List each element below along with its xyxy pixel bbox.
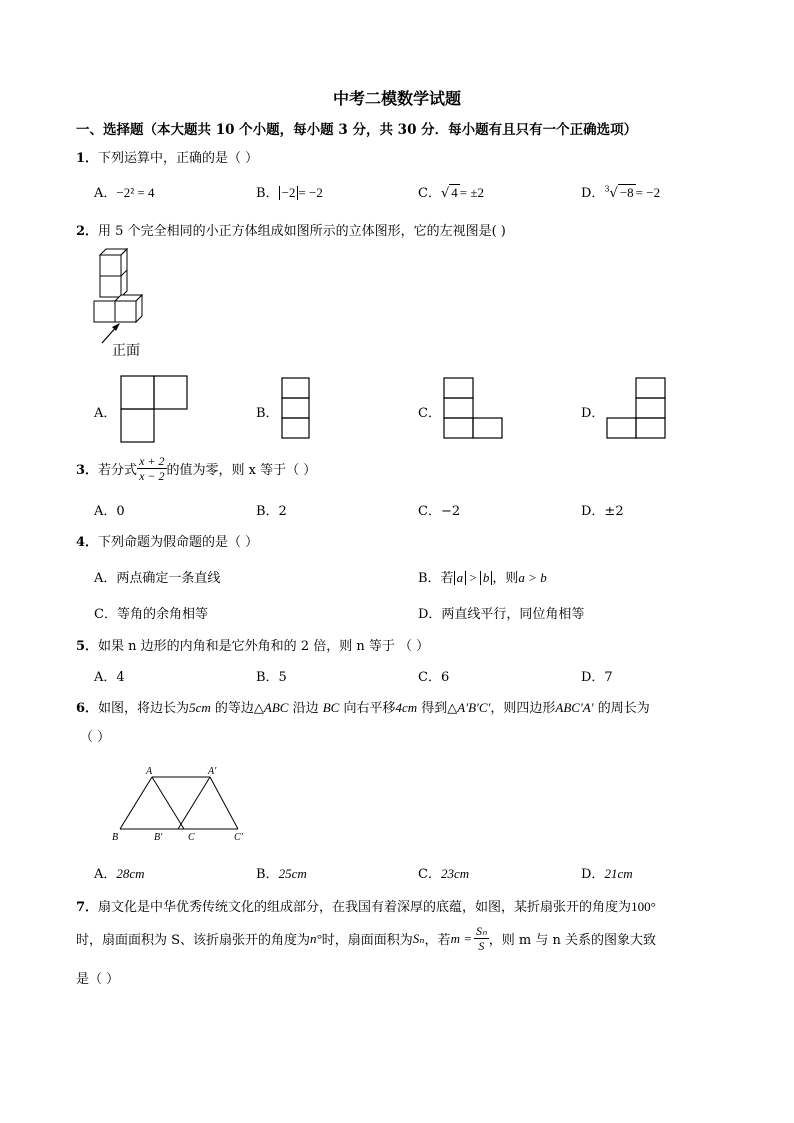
option-1a[interactable]: [94, 182, 154, 201]
question-number: 3．: [76, 463, 99, 478]
option-label: D．: [581, 186, 605, 201]
option-value: 21cm: [604, 866, 633, 881]
math-triangle: △ABC: [253, 700, 289, 715]
abs-b: b: [480, 571, 493, 585]
option-text: ，则: [492, 571, 519, 586]
option-5b[interactable]: B．5: [256, 670, 287, 685]
question-text: 扇文化是中华优秀传统文化的组成部分，在我国有着深厚的底蕴，如图，某折扇张开的角度为: [98, 900, 632, 915]
label-c-prime: C′: [234, 832, 243, 843]
view-b: [281, 377, 311, 439]
option-6a[interactable]: [94, 863, 145, 882]
math-length: 4cm: [395, 700, 418, 715]
option-5a[interactable]: A．4: [94, 670, 125, 685]
option-value: 23cm: [440, 866, 470, 881]
fraction-numerator: x + 2: [139, 454, 165, 468]
option-math: = −2: [635, 185, 661, 200]
question-6-blank: （ ）: [80, 730, 111, 745]
math-length: 5cm: [189, 700, 211, 715]
question-text: 得到: [417, 701, 448, 716]
label-a: A: [146, 766, 153, 777]
option-label: B．: [256, 186, 279, 201]
option-value: 28cm: [116, 866, 145, 881]
label-c: C: [188, 832, 195, 843]
question-text: 用 5 个完全相同的小正方体组成如图所示的立体图形，它的左视图是( ): [98, 224, 506, 239]
label-b-prime: B′: [154, 832, 163, 843]
option-2b[interactable]: B．: [256, 406, 279, 421]
option-math: −2² = 4: [116, 185, 155, 200]
question-text: 沿边: [288, 701, 323, 716]
question-number: 7．: [76, 900, 99, 915]
translation-figure: [110, 765, 260, 845]
option-4c[interactable]: C．等角的余角相等: [94, 607, 208, 622]
root-index: 3: [604, 184, 610, 194]
question-number: 1．: [76, 151, 99, 166]
question-4: [76, 531, 258, 550]
fraction: [474, 924, 489, 953]
option-6d[interactable]: [581, 863, 633, 882]
gt-sign: >: [466, 570, 480, 585]
question-text: ，则四边形: [490, 701, 556, 716]
option-5d[interactable]: D．7: [581, 670, 613, 685]
page-title: 中考二模数学试题: [332, 89, 461, 108]
option-3a[interactable]: A．0: [94, 504, 125, 519]
option-label: B．: [256, 867, 279, 882]
option-label: A．: [94, 186, 117, 201]
option-6b[interactable]: [256, 863, 307, 882]
option-6c[interactable]: [418, 863, 469, 882]
question-text: 时，扇面面积为: [321, 933, 413, 948]
option-math: = −2: [298, 185, 323, 200]
option-label: A．: [94, 867, 117, 882]
option-2a[interactable]: A．: [94, 406, 117, 421]
question-1: [76, 147, 258, 166]
front-label: 正面: [112, 343, 140, 359]
angle-var: n°: [310, 930, 322, 946]
option-3d[interactable]: D．±2: [581, 504, 624, 519]
angle-value: 100°: [631, 899, 656, 914]
question-7-line1: [76, 896, 656, 915]
section-heading: 一、选择题（本大题共 10 个小题，每小题 3 分，共 30 分．每小题有且只有一个正确选项）: [76, 122, 638, 138]
question-number: 5．: [76, 639, 99, 654]
option-3b[interactable]: B．2: [256, 504, 287, 519]
question-7-line3: 是（ ）: [76, 972, 120, 987]
abs-value: −2: [279, 186, 299, 200]
area-var: Sₙ: [412, 930, 425, 946]
option-label: D．: [581, 867, 605, 882]
option-3c[interactable]: C．−2: [418, 504, 461, 519]
question-text: ，若: [424, 933, 451, 948]
view-a: [120, 375, 188, 443]
math-triangle: △A′B′C′: [447, 700, 491, 715]
option-label: C．: [418, 867, 441, 882]
math-segment: BC: [322, 700, 340, 715]
label-a-prime: A′: [208, 766, 217, 777]
option-4a[interactable]: A．两点确定一条直线: [94, 571, 221, 586]
math-quadrilateral: ABC′A′: [555, 700, 594, 715]
question-text: 下列命题为假命题的是（ ）: [98, 535, 259, 550]
question-number: 2．: [76, 224, 99, 239]
question-7-line2: [76, 924, 656, 953]
question-text: 向右平移: [339, 701, 396, 716]
question-6: [76, 697, 650, 716]
fraction-denominator: x − 2: [139, 469, 165, 483]
question-text: 如果 n 边形的内角和是它外角和的 2 倍，则 n 等于 （ ）: [98, 639, 430, 654]
option-math: = ±2: [459, 185, 484, 200]
option-2d[interactable]: D．: [581, 406, 605, 421]
question-text: ，则 m 与 n 关系的图象大致: [488, 933, 656, 948]
view-c: [443, 377, 505, 439]
radicand: 4: [451, 185, 458, 200]
question-5: [76, 635, 429, 654]
equation-lhs: m =: [450, 930, 472, 946]
question-text-post: 的值为零，则 x 等于（ ）: [166, 463, 317, 478]
question-text: 下列运算中，正确的是（ ）: [98, 151, 259, 166]
option-2c[interactable]: C．: [418, 406, 441, 421]
question-number: 4．: [76, 535, 99, 550]
option-1b[interactable]: [256, 182, 323, 201]
option-label: C．: [418, 186, 441, 201]
view-d: [606, 377, 668, 439]
question-number: 6．: [76, 701, 99, 716]
option-value: 25cm: [278, 866, 307, 881]
option-math: a > b: [518, 570, 547, 585]
abs-a: a: [454, 571, 467, 585]
radicand: −8: [619, 185, 634, 200]
fraction-denominator: S: [478, 939, 485, 953]
question-2: [76, 220, 506, 239]
option-4b[interactable]: [418, 567, 547, 586]
option-1d[interactable]: [581, 182, 660, 201]
sqrt-sign: √: [440, 186, 450, 201]
option-label: B．若: [418, 571, 454, 586]
question-3: [76, 454, 316, 483]
fraction-numerator: Sₙ: [475, 924, 487, 938]
question-text: 的等边: [210, 701, 254, 716]
fraction: [137, 454, 166, 483]
question-text: 的周长为: [593, 701, 650, 716]
question-text-pre: 若分式: [98, 463, 138, 478]
option-1c[interactable]: [418, 182, 484, 201]
question-text: 如图，将边长为: [98, 701, 190, 716]
option-4d[interactable]: D．两直线平行，同位角相等: [418, 607, 585, 622]
sqrt-sign: √: [609, 186, 618, 201]
option-5c[interactable]: C．6: [418, 670, 450, 685]
label-b: B: [112, 832, 119, 843]
question-text: 时，扇面面积为 S、该折扇张开的角度为: [76, 933, 311, 948]
